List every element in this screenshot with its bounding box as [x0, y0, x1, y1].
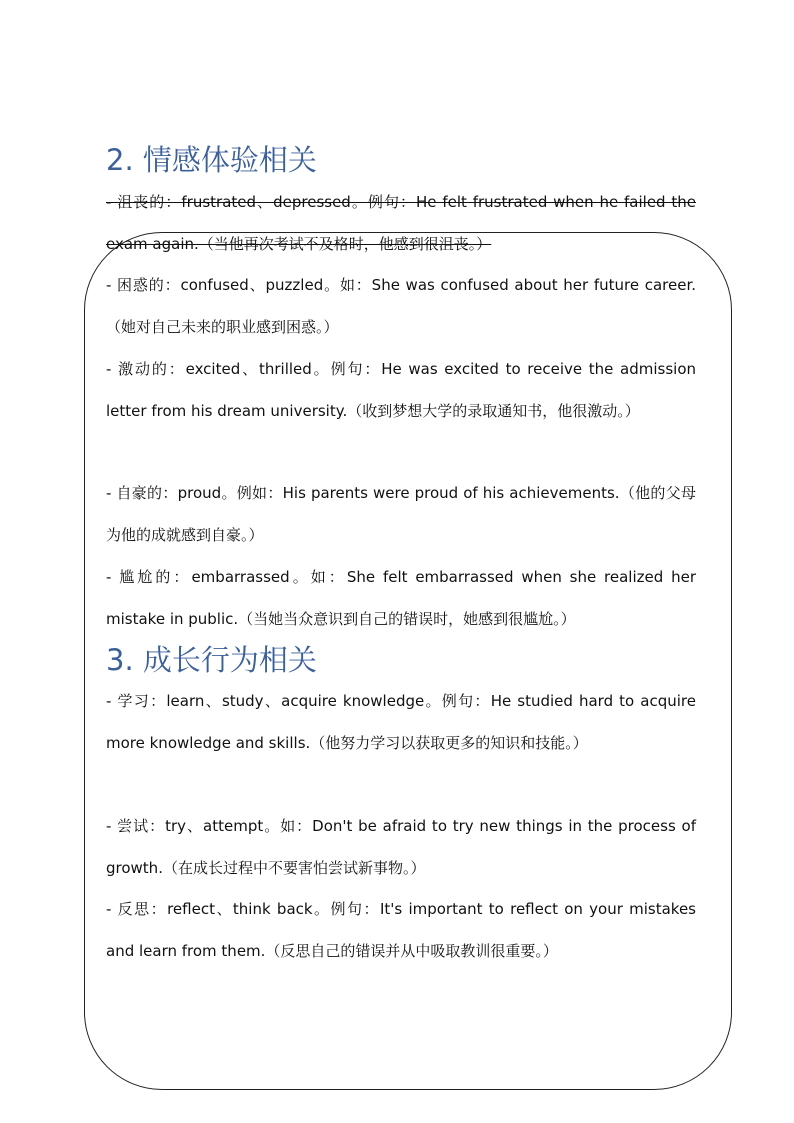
section-heading-growth: 3. 成长行为相关 — [106, 643, 317, 677]
list-item-confused: - 困惑的：confused、puzzled。如：She was confused about her future career.（她对自己未来的职业感到困惑。） — [106, 276, 696, 336]
list-item-embarrassed: - 尴尬的：embarrassed。如：She felt embarrassed when she realized her mistake in public.（当她当众意识到自己的错误时，她感到很尴尬。） — [106, 568, 696, 628]
list-item-proud: - 自豪的：proud。例如：His parents were proud of his achievements.（他的父母为他的成就感到自豪。） — [106, 484, 696, 544]
list-item-reflect: - 反思：reflect、think back。例句：It's important to reflect on your mistakes and learn from them.（反思自己的错误并从中吸取教训很重要。） — [106, 900, 696, 960]
list-item-learn: - 学习：learn、study、acquire knowledge。例句：He studied hard to acquire more knowledge and skills.（他努力学习以获取更多的知识和技能。） — [106, 692, 696, 752]
section-heading-emotions: 2. 情感体验相关 — [106, 143, 317, 177]
list-item-excited: - 激动的：excited、thrilled。例句：He was excited to receive the admission letter from his dream university.（收到梦想大学的录取通知书，他很激动。） — [106, 360, 696, 420]
list-item-try: - 尝试：try、attempt。如：Don't be afraid to try new things in the process of growth.（在成长过程中不要害怕尝试新事物。） — [106, 817, 696, 877]
list-item-frustrated: - 沮丧的：frustrated、depressed。例句：He felt frustrated when he failed the exam again.（当他再次考试不及格时，他感到很沮丧。） — [106, 193, 696, 253]
